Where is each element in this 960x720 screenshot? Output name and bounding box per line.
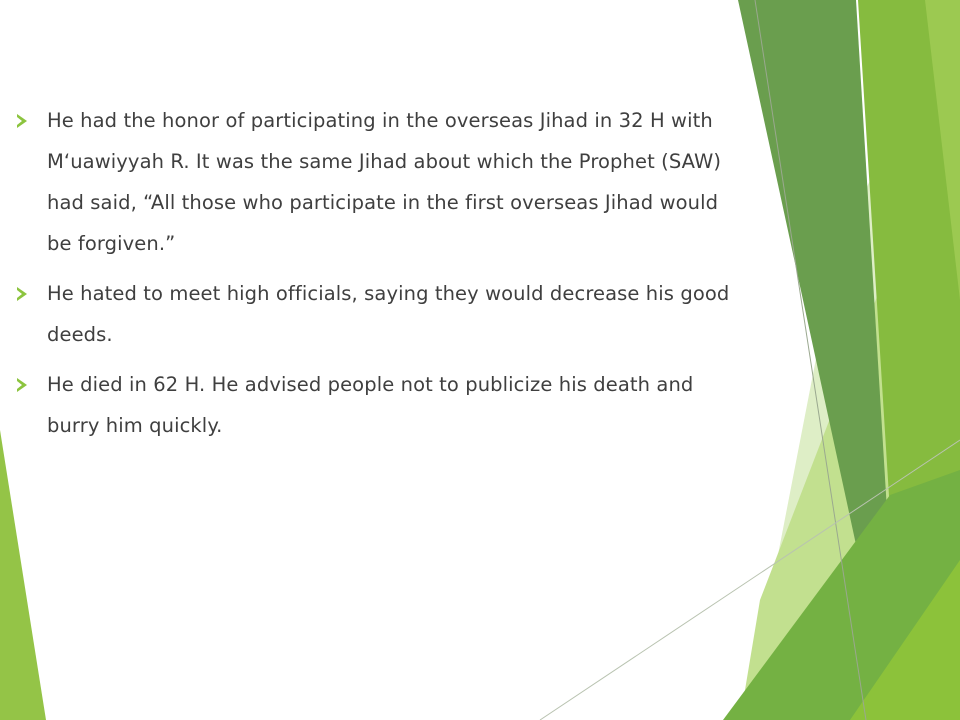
bullet-text: He died in 62 H. He advised people not to publicize his death and burry him quickly. [47, 373, 694, 437]
arrow-bullet-icon [17, 114, 27, 128]
arrow-bullet-icon [17, 378, 27, 392]
bullet-text: He hated to meet high officials, saying they would decrease his good deeds. [47, 282, 730, 346]
left-green-wedge [0, 430, 46, 720]
bullet-item [16, 273, 746, 355]
bullet-list [16, 100, 746, 455]
bullet-item [16, 364, 746, 446]
bullet-text: He had the honor of participating in the overseas Jihad in 32 H with M‘uawiyyah R. It was the same Jihad about which the Prophet (SAW) had said, “All those who participate in the first overseas Jihad would be forgiven.” [47, 109, 722, 255]
arrow-bullet-icon [17, 287, 27, 301]
bullet-item [16, 100, 746, 264]
